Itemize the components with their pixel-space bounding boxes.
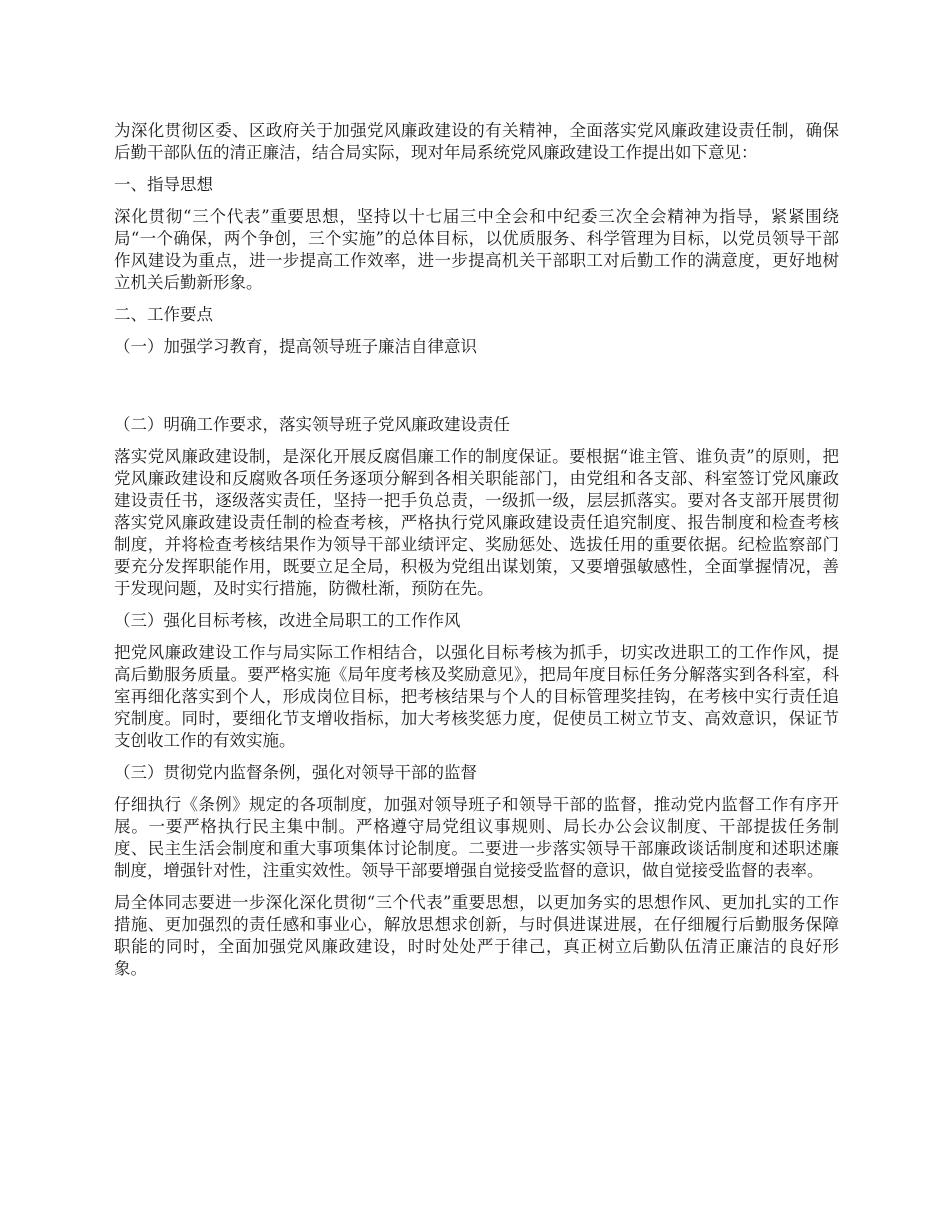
- section1-title: 一、指导思想: [114, 175, 213, 194]
- section2-title: 二、工作要点: [114, 305, 213, 324]
- section1-body: 深化贯彻“三个代表”重要思想，坚持以十七届三中全会和中纪委三次全会精神为指导，紧紧围绕局“一个确保，两个争创，三个实施”的总体目标，以优质服务、科学管理为目标，以党员领导干部作风建设为重点，进一步提高工作效率，进一步提高机关干部职工对后勤工作的满意度，更好地树立机关后勤新形象。: [114, 207, 839, 292]
- item3-title: （三）强化目标考核，改进全局职工的工作作风: [114, 611, 461, 630]
- item3-body: 把党风廉政建设工作与局实际工作相结合，以强化目标考核为抓手，切实改进职工的工作作风，提高后勤服务质量。要严格实施《局年度考核及奖励意见》，把局年度目标任务分解落实到各科室，科室再细化落实到个人，形成岗位目标，把考核结果与个人的目标管理奖挂钩，在考核中实行责任追究制度。同时，要细化节支增收指标，加大考核奖惩力度，促使员工树立节支、高效意识，保证节支创收工作的有效实施。: [114, 643, 839, 750]
- closing-paragraph: 局全体同志要进一步深化深化贯彻“三个代表”重要思想，以更加务实的思想作风、更加扎实的工作措施、更加强烈的责任感和事业心，解放思想求创新，与时俱进谋进展，在仔细履行后勤服务保障职能的同时，全面加强党风廉政建设，时时处处严于律己，真正树立后勤队伍清正廉洁的良好形象。: [114, 893, 839, 978]
- item4-title: （三）贯彻党内监督条例，强化对领导干部的监督: [114, 763, 477, 782]
- item4-body: 仔细执行《条例》规定的各项制度，加强对领导班子和领导干部的监督，推动党内监督工作有序开展。一要严格执行民主集中制。严格遵守局党组议事规则、局长办公会议制度、干部提拔任务制度、民主生活会制度和重大事项集体讨论制度。二要进一步落实领导干部廉政谈话制度和述职述廉制度，增强针对性，注重实效性。领导干部要增强自觉接受监督的意识，做自觉接受监督的表率。: [114, 795, 839, 880]
- blank-space: [114, 368, 839, 414]
- item2-body: 落实党风廉政建设制，是深化开展反腐倡廉工作的制度保证。要根据“谁主管、谁负责”的原则，把党风廉政建设和反腐败各项任务逐项分解到各相关职能部门，由党组和各支部、科室签订党风廉政建设责任书，逐级落实责任，坚持一把手负总责，一级抓一级，层层抓落实。要对各支部开展贯彻落实党风廉政建设责任制的检查考核，严格执行党风廉政建设责任追究制度、报告制度和检查考核制度，并将检查考核结果作为领导干部业绩评定、奖励惩处、选拔任用的重要依据。纪检监察部门要充分发挥职能作用，既要立足全局，积极为党组出谋划策，又要增强敏感性，全面掌握情况，善于发现问题，及时实行措施，防微杜渐，预防在先。: [114, 447, 839, 598]
- item1-title: （一）加强学习教育，提高领导班子廉洁自律意识: [114, 337, 477, 356]
- document-page: [114, 120, 839, 990]
- intro-paragraph: 为深化贯彻区委、区政府关于加强党风廉政建设的有关精神，全面落实党风廉政建设责任制，确保后勤干部队伍的清正廉洁，结合局实际，现对年局系统党风廉政建设工作提出如下意见：: [114, 121, 839, 162]
- item2-title: （二）明确工作要求，落实领导班子党风廉政建设责任: [114, 415, 510, 434]
